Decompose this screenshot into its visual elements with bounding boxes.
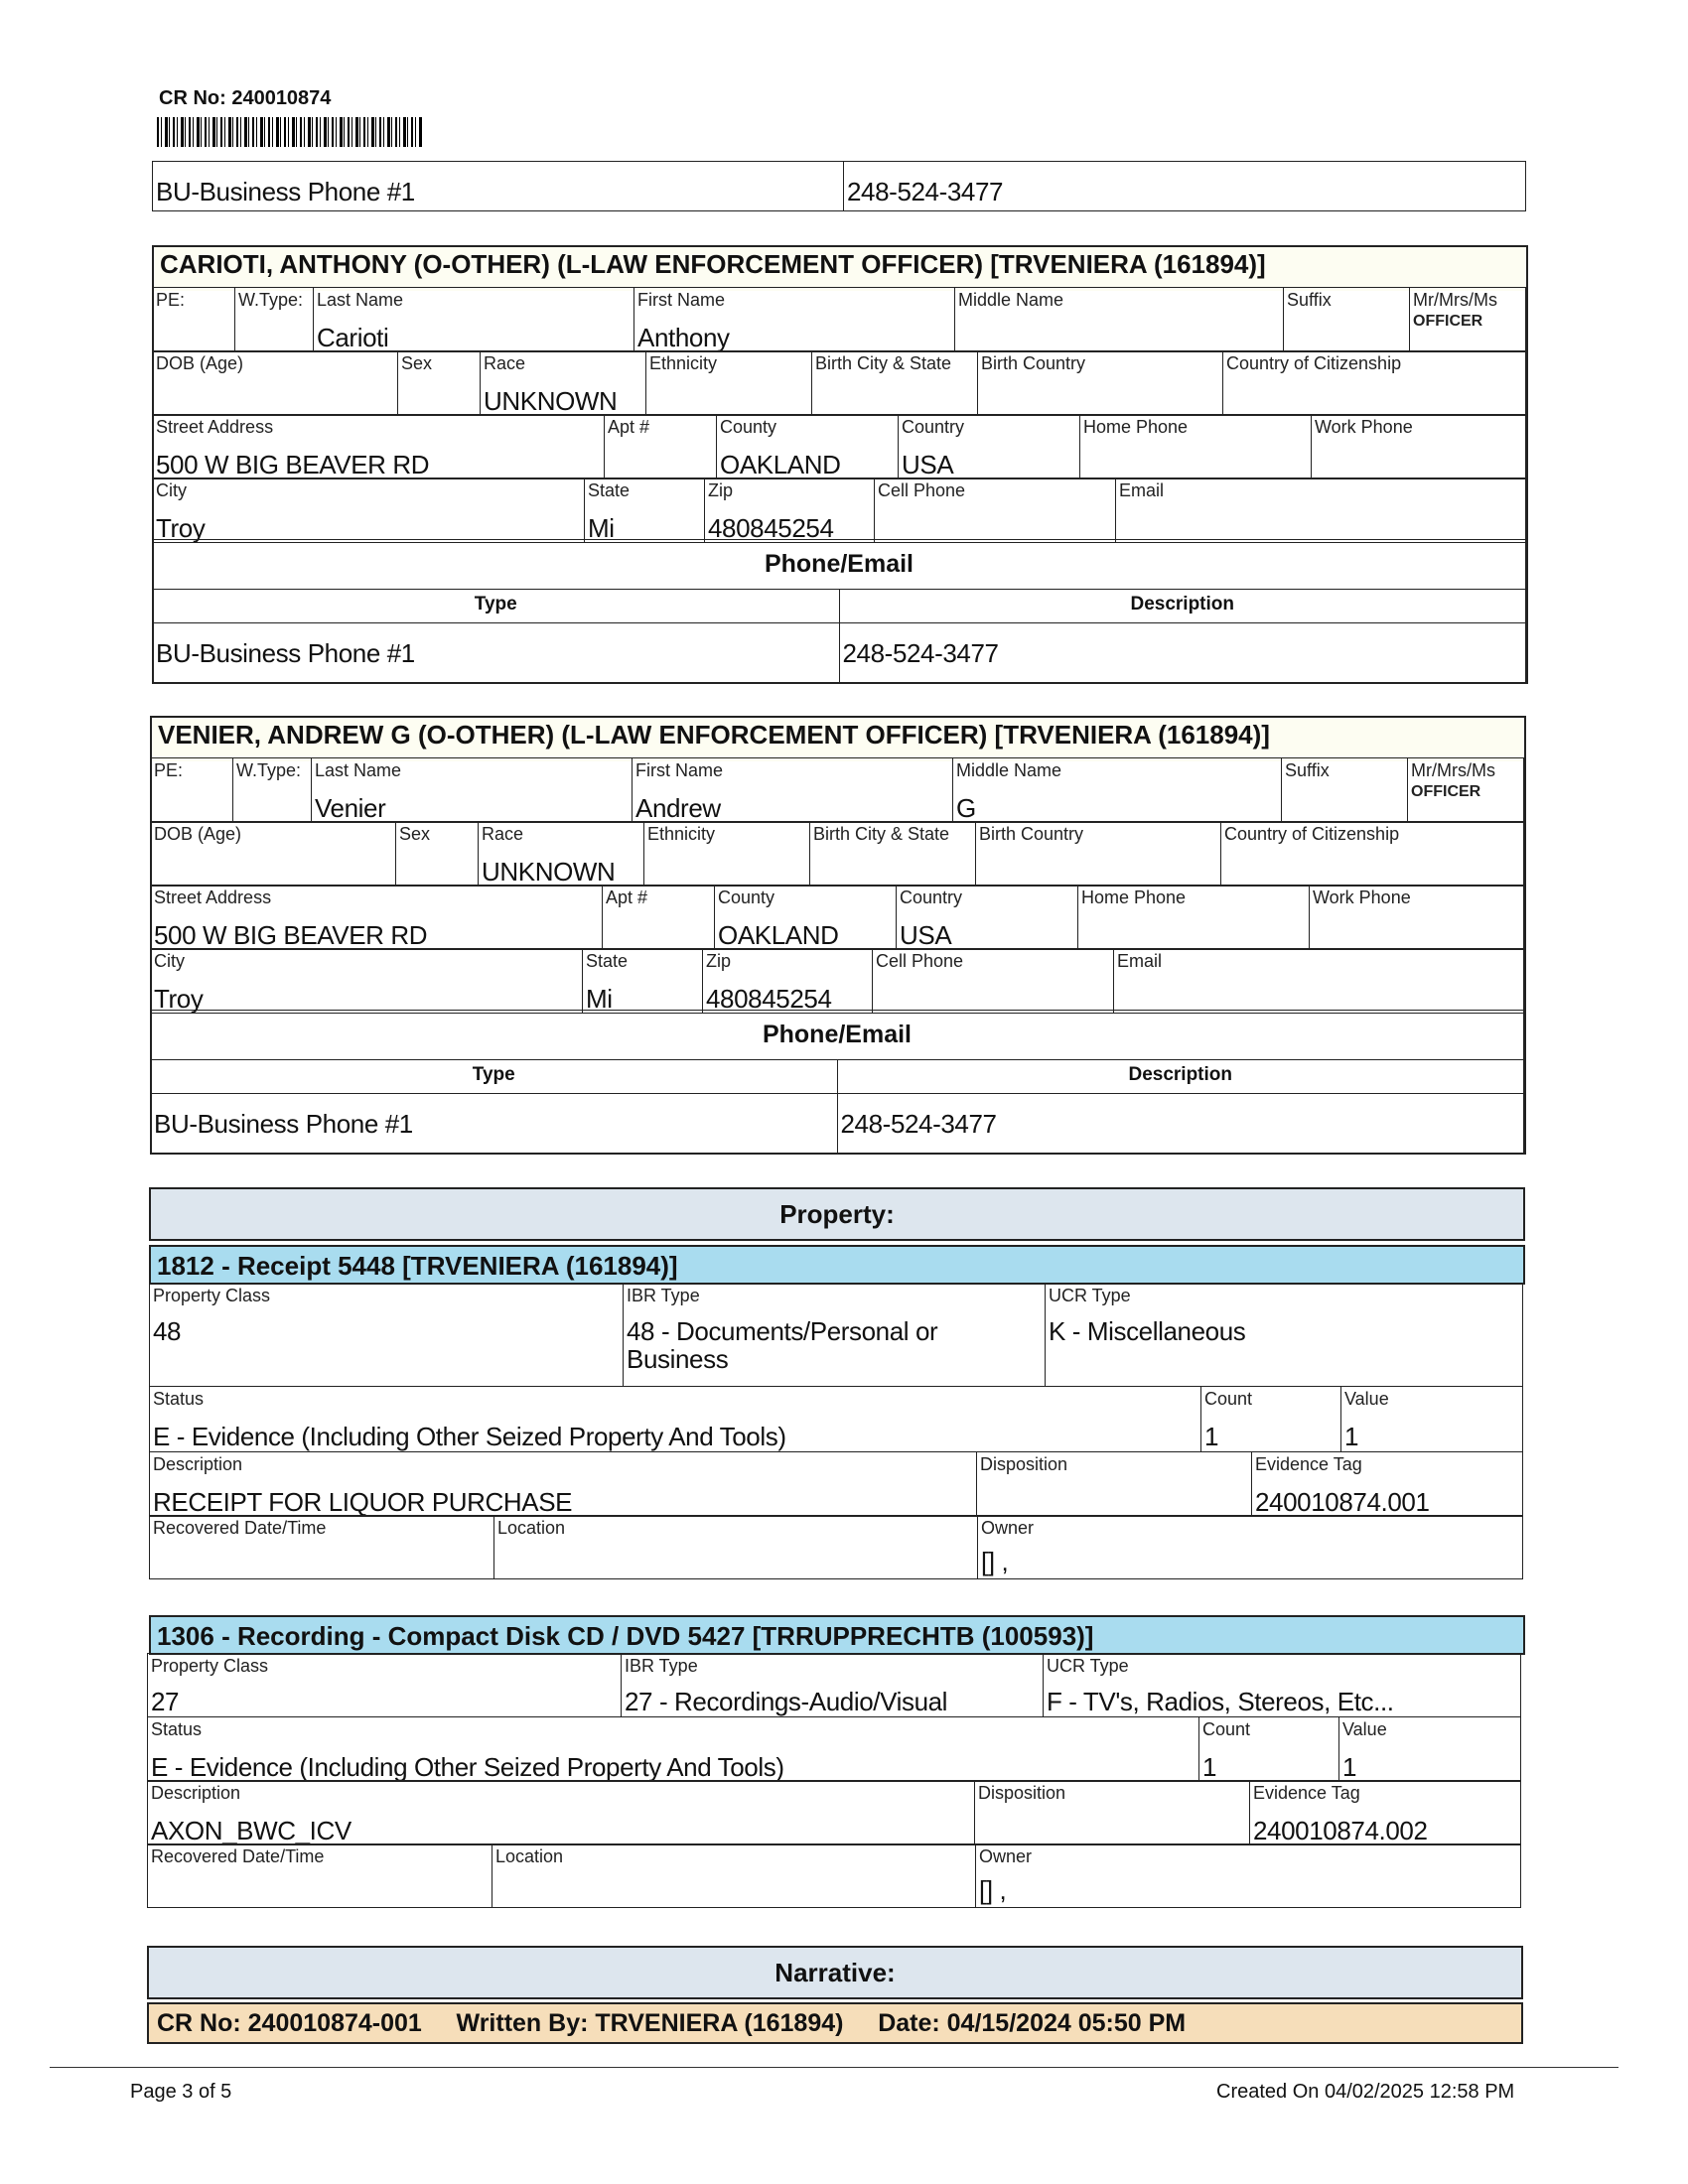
phone-type: BU-Business Phone #1 [156, 177, 415, 206]
count-value: 1 [1204, 1422, 1219, 1451]
property-class-value: 27 [151, 1687, 180, 1716]
person-block-venier [150, 716, 1526, 1155]
last-name-label: Last Name [317, 290, 404, 310]
country-label: Country [902, 417, 965, 437]
person-header: CARIOTI, ANTHONY (O-OTHER) (L-LAW ENFORCEMENT OFFICER) [TRVENIERA (161894)] [154, 247, 1526, 291]
sex-label: Sex [399, 824, 431, 844]
person-demographics-table [150, 821, 1524, 887]
cell-phone-label: Cell Phone [878, 480, 966, 500]
birth-city-label: Birth City & State [813, 824, 950, 844]
race-label: Race [484, 353, 526, 373]
created-on: Created On 04/02/2025 12:58 PM [1216, 2081, 1515, 2103]
owner-value: [] , [979, 1875, 1007, 1905]
property-description-table [147, 1780, 1521, 1845]
description-value: AXON_BWC_ICV [151, 1816, 352, 1845]
zip-value: 480845254 [706, 984, 832, 1014]
phone-description: 248-524-3477 [847, 177, 1004, 206]
county-value: OAKLAND [720, 450, 841, 479]
property-recovery-table [149, 1515, 1523, 1579]
owner-label: Owner [981, 1518, 1035, 1538]
suffix-label: Suffix [1287, 290, 1332, 310]
location-label: Location [497, 1518, 566, 1538]
count-value: 1 [1202, 1752, 1217, 1782]
birth-city-label: Birth City & State [815, 353, 952, 373]
work-phone-label: Work Phone [1315, 417, 1413, 437]
middle-name-label: Middle Name [956, 760, 1062, 780]
page-number: Page 3 of 5 [130, 2081, 232, 2103]
status-value: E - Evidence (Including Other Seized Property And Tools) [153, 1422, 786, 1451]
status-label: Status [153, 1389, 205, 1409]
description-label: Description [153, 1454, 243, 1474]
zip-value: 480845254 [708, 513, 834, 543]
country-value: USA [900, 920, 952, 950]
street-label: Street Address [156, 417, 274, 437]
property-class-label: Property Class [151, 1656, 269, 1676]
street-value: 500 W BIG BEAVER RD [156, 450, 430, 479]
person-city-table [150, 948, 1524, 1014]
suffix-label: Suffix [1285, 760, 1330, 780]
cr-number: CR No: 240010874 [159, 87, 332, 109]
wtype-label: W.Type: [238, 290, 304, 310]
zip-label: Zip [708, 480, 734, 500]
owner-value: [] , [981, 1547, 1009, 1576]
first-name-label: First Name [635, 760, 724, 780]
description-column-header: Description [837, 1060, 1524, 1094]
state-label: State [588, 480, 631, 500]
phone-email-title: Phone/Email [153, 540, 1526, 590]
count-label: Count [1202, 1719, 1251, 1739]
description-column-header: Description [839, 590, 1526, 623]
property-status-table [147, 1716, 1521, 1782]
last-name-value: Carioti [317, 323, 389, 352]
city-value: Troy [156, 513, 206, 543]
property-header: 1306 - Recording - Compact Disk CD / DVD 5427 [TRRUPPRECHTB (100593)] [149, 1615, 1525, 1655]
county-label: County [718, 887, 775, 907]
street-value: 500 W BIG BEAVER RD [154, 920, 428, 950]
recovered-label: Recovered Date/Time [151, 1846, 325, 1866]
property-section-title: Property: [149, 1187, 1525, 1241]
city-value: Troy [154, 984, 204, 1014]
narrative-entry-header: CR No: 240010874-001 Written By: TRVENIERA (161894) Date: 04/15/2024 05:50 PM [147, 2002, 1523, 2044]
evidence-tag-value: 240010874.001 [1255, 1487, 1430, 1517]
property-table [149, 1283, 1523, 1387]
ucr-type-label: UCR Type [1049, 1286, 1131, 1305]
type-column-header: Type [151, 1060, 838, 1094]
first-name-label: First Name [637, 290, 726, 310]
race-label: Race [482, 824, 524, 844]
person-city-table [152, 478, 1526, 543]
home-phone-label: Home Phone [1081, 887, 1187, 907]
email-label: Email [1119, 480, 1165, 500]
county-label: County [720, 417, 777, 437]
person-address-table [150, 885, 1524, 950]
last-name-label: Last Name [315, 760, 402, 780]
property-recovery-table [147, 1843, 1521, 1908]
footer-divider [50, 2067, 1618, 2068]
title-value: OFFICER [1413, 313, 1483, 330]
pe-label: PE: [154, 760, 184, 780]
ibr-type-value: 48 - Documents/Personal or Business [627, 1316, 938, 1374]
phone-email-table [152, 539, 1526, 683]
country-label: Country [900, 887, 963, 907]
title-label: Mr/Mrs/Ms [1413, 290, 1497, 310]
ucr-type-label: UCR Type [1047, 1656, 1129, 1676]
person-address-table [152, 414, 1526, 479]
count-label: Count [1204, 1389, 1253, 1409]
person-block-carioti [152, 245, 1528, 684]
race-value: UNKNOWN [482, 857, 616, 887]
title-value: OFFICER [1411, 783, 1481, 800]
home-phone-label: Home Phone [1083, 417, 1189, 437]
pe-label: PE: [156, 290, 186, 310]
person-demographics-table [152, 350, 1526, 416]
phone-type-value: BU-Business Phone #1 [156, 638, 415, 668]
property-class-label: Property Class [153, 1286, 271, 1305]
narrative-section-title: Narrative: [147, 1946, 1523, 1999]
disposition-label: Disposition [978, 1783, 1066, 1803]
dob-label: DOB (Age) [154, 824, 242, 844]
zip-label: Zip [706, 951, 732, 971]
apt-label: Apt # [608, 417, 650, 437]
property-table [147, 1653, 1521, 1717]
status-value: E - Evidence (Including Other Seized Property And Tools) [151, 1752, 784, 1782]
citizenship-label: Country of Citizenship [1226, 353, 1402, 373]
email-label: Email [1117, 951, 1163, 971]
phone-type-value: BU-Business Phone #1 [154, 1109, 413, 1139]
ucr-type-value: K - Miscellaneous [1049, 1316, 1246, 1346]
title-label: Mr/Mrs/Ms [1411, 760, 1495, 780]
person-header: VENIER, ANDREW G (O-OTHER) (L-LAW ENFORCEMENT OFFICER) [TRVENIERA (161894)] [152, 718, 1524, 761]
race-value: UNKNOWN [484, 386, 618, 416]
evidence-tag-label: Evidence Tag [1255, 1454, 1362, 1474]
person-name-table [150, 757, 1524, 823]
description-label: Description [151, 1783, 241, 1803]
birth-country-label: Birth Country [981, 353, 1086, 373]
type-column-header: Type [153, 590, 840, 623]
ibr-type-label: IBR Type [625, 1656, 698, 1676]
birth-country-label: Birth Country [979, 824, 1084, 844]
citizenship-label: Country of Citizenship [1224, 824, 1400, 844]
description-value: RECEIPT FOR LIQUOR PURCHASE [153, 1487, 573, 1517]
recovered-label: Recovered Date/Time [153, 1518, 327, 1538]
evidence-tag-value: 240010874.002 [1253, 1816, 1428, 1845]
person-name-table [152, 287, 1526, 352]
phone-email-table [150, 1010, 1524, 1154]
phone-desc-value: 248-524-3477 [842, 638, 999, 668]
state-label: State [586, 951, 629, 971]
evidence-tag-label: Evidence Tag [1253, 1783, 1360, 1803]
dob-label: DOB (Age) [156, 353, 244, 373]
middle-name-value: G [956, 793, 976, 823]
ibr-type-value: 27 - Recordings-Audio/Visual [625, 1687, 948, 1716]
property-class-value: 48 [153, 1316, 182, 1346]
first-name-value: Andrew [635, 793, 721, 823]
state-value: Mi [586, 984, 613, 1014]
phone-email-title: Phone/Email [151, 1011, 1524, 1060]
value-label: Value [1342, 1719, 1387, 1739]
work-phone-label: Work Phone [1313, 887, 1411, 907]
state-value: Mi [588, 513, 615, 543]
ethnicity-label: Ethnicity [649, 353, 718, 373]
cell-phone-label: Cell Phone [876, 951, 964, 971]
barcode [157, 117, 423, 147]
property-header: 1812 - Receipt 5448 [TRVENIERA (161894)] [149, 1245, 1525, 1285]
phone-desc-value: 248-524-3477 [840, 1109, 997, 1139]
top-phone-table [152, 161, 1526, 211]
property-description-table [149, 1451, 1523, 1517]
street-label: Street Address [154, 887, 272, 907]
apt-label: Apt # [606, 887, 648, 907]
ibr-type-label: IBR Type [627, 1286, 700, 1305]
middle-name-label: Middle Name [958, 290, 1064, 310]
first-name-value: Anthony [637, 323, 730, 352]
county-value: OAKLAND [718, 920, 839, 950]
status-label: Status [151, 1719, 203, 1739]
ucr-type-value: F - TV's, Radios, Stereos, Etc... [1047, 1687, 1394, 1716]
city-label: City [156, 480, 187, 500]
value-value: 1 [1342, 1752, 1357, 1782]
city-label: City [154, 951, 185, 971]
value-value: 1 [1344, 1422, 1359, 1451]
country-value: USA [902, 450, 954, 479]
disposition-label: Disposition [980, 1454, 1068, 1474]
property-status-table [149, 1386, 1523, 1452]
owner-label: Owner [979, 1846, 1033, 1866]
ethnicity-label: Ethnicity [647, 824, 716, 844]
last-name-value: Venier [315, 793, 386, 823]
sex-label: Sex [401, 353, 433, 373]
wtype-label: W.Type: [236, 760, 302, 780]
value-label: Value [1344, 1389, 1389, 1409]
location-label: Location [495, 1846, 564, 1866]
